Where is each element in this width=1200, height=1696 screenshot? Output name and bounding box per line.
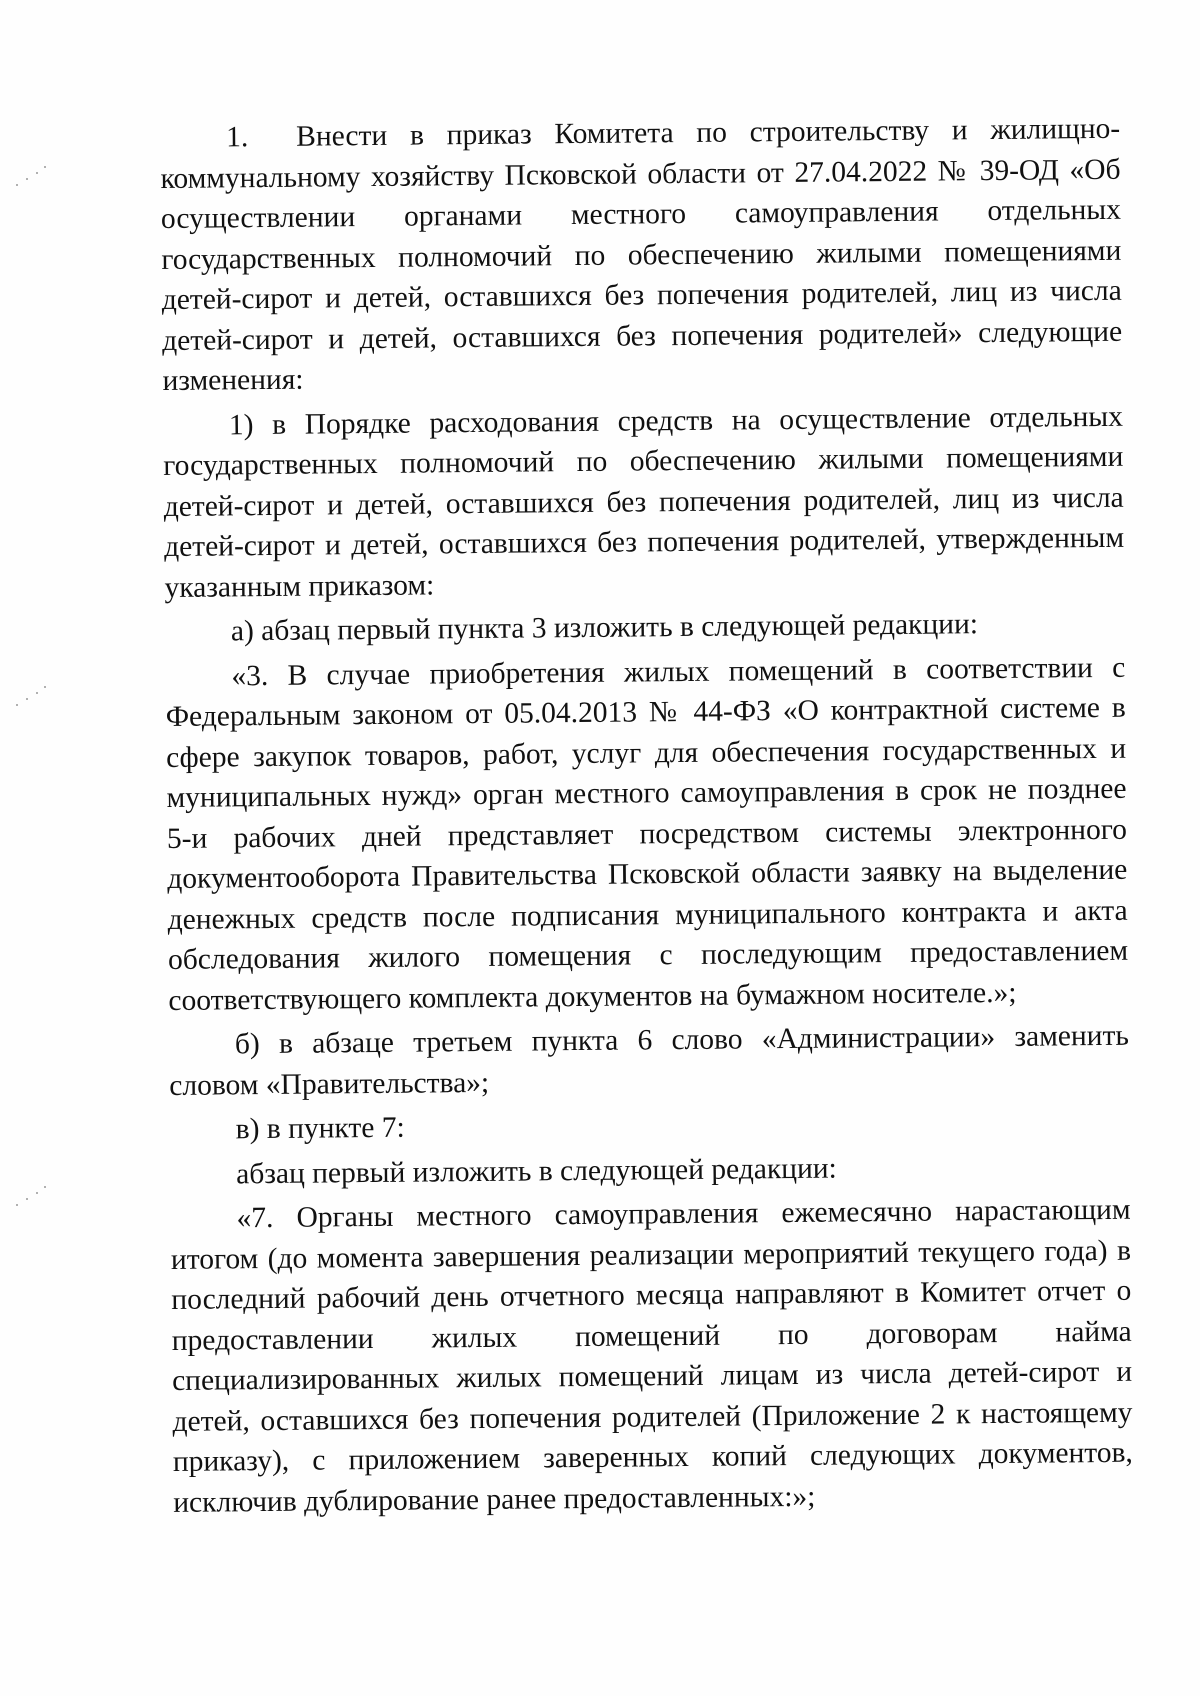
quote-point-7: «7. Органы местного самоуправления ежемесячно нарастающим итогом (до момента завершения реализации мероприятий текущего года) в последний рабочий день отчетного месяца направляют в Комитет отчет о предоставлении жилых помещений по договорам найма специализированных жилых помещений лицам из числа детей-сирот и детей, оставшихся без попечения родителей (Приложение 2 к настоящему приказу), с приложением заверенных копий следующих документов, исключив дублирование ранее предоставленных:»;	[170, 1193, 1134, 1519]
subitem-a: а) абзац первый пункта 3 изложить в следующей редакции:	[230, 608, 979, 648]
item-1-text: Внести в приказ Комитета по строительству и жилищно-коммунальному хозяйству Псковской области от 27.04.2022 № 39-ОД «Об осуществлении органами местного самоуправления отдельных государственных полномочий по обеспечению жилыми помещениями детей-сирот и детей, оставшихся без попечения родителей, лиц из числа детей-сирот и детей, оставшихся без попечения родителей» следующие изменения:	[160, 112, 1123, 397]
subitem-v: в) в пункте 7:	[235, 1111, 405, 1146]
subitem-v-line: абзац первый изложить в следующей редакции:	[235, 1152, 837, 1190]
scan-mark-bottom	[14, 1180, 54, 1210]
scan-mark-middle	[14, 680, 54, 710]
subitem-1: 1) в Порядке расходования средств на осуществление отдельных государственных полномочий по обеспечению жилыми помещениями детей-сирот и детей, оставшихся без попечения родителей, лиц из числа детей-сирот и детей, оставшихся без попечения родителей, утвержденным указанным приказом:	[163, 400, 1125, 604]
scan-mark-top	[14, 160, 54, 190]
item-1	[160, 109, 1123, 402]
quote-point-3: «3. В случае приобретения жилых помещений в соответствии с Федеральным законом от 05.04.2013 № 44-ФЗ «О контрактной системе в сфере закупок товаров, работ, услуг для обеспечения государственных и муниципальных нужд» орган местного самоуправления в срок не позднее 5-и рабочих дней представляет посредством системы электронного документооборота Правительства Псковской области заявку на выделение денежных средств после подписания муниципального контракта и акта обследования жилого помещения с последующим предоставлением соответствующего комплекта документов на бумажном носителе.»;	[165, 651, 1129, 1017]
subitem-b: б) в абзаце третьем пункта 6 слово «Администрации» заменить словом «Правительства»;	[169, 1019, 1130, 1102]
document-body	[160, 109, 1133, 1523]
item-1-number: 1.	[226, 121, 249, 154]
